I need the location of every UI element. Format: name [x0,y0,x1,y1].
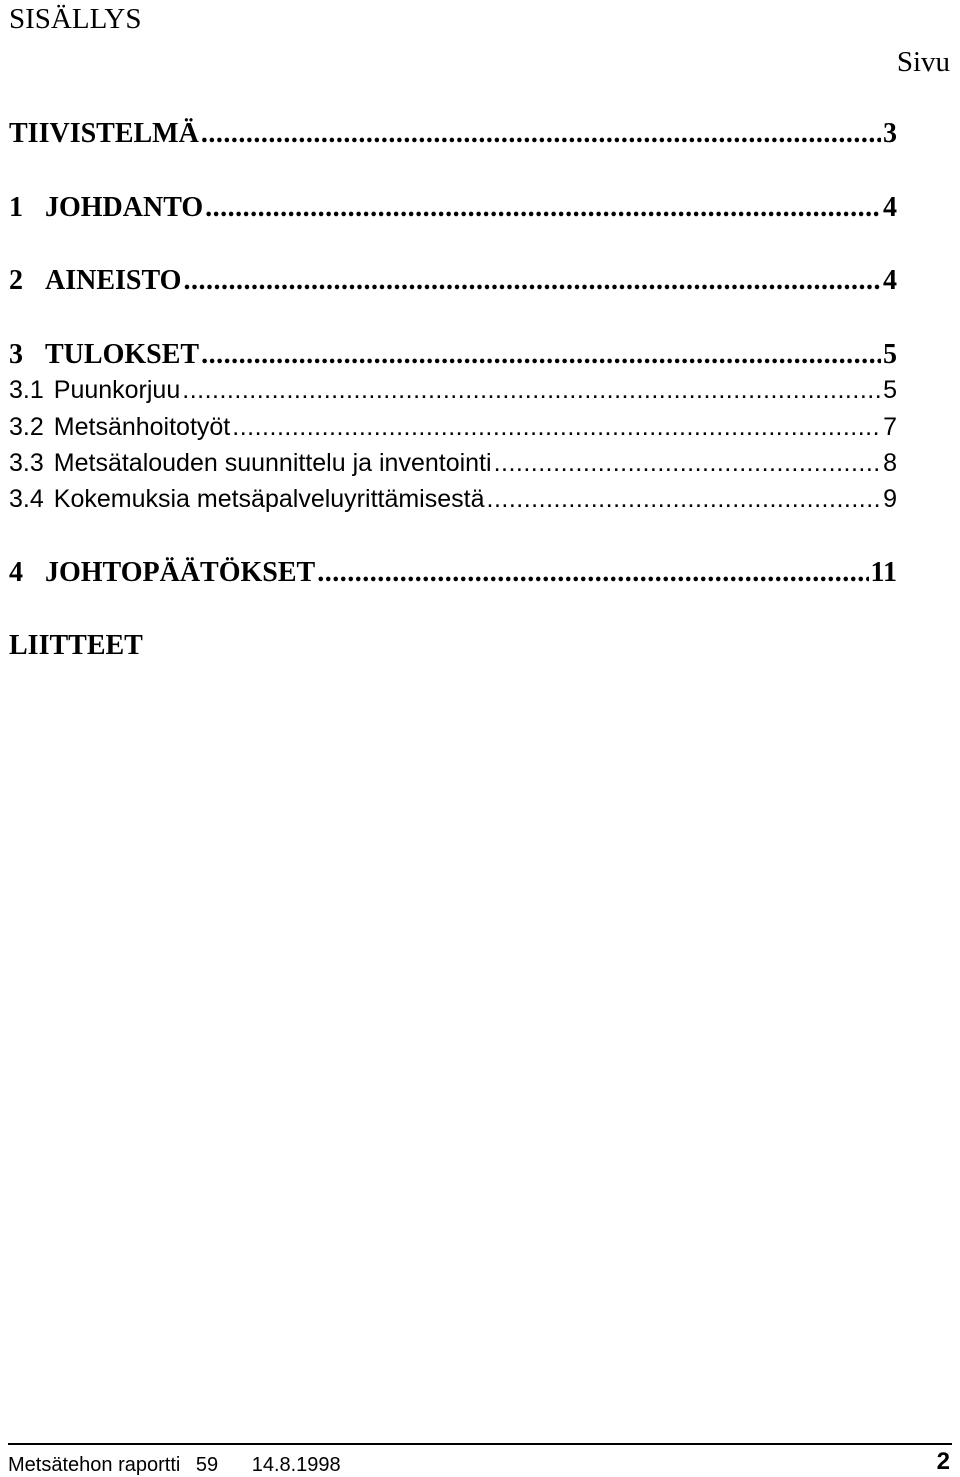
dot-leader [205,192,881,224]
toc-entry-number: 3.3 [9,449,44,477]
toc-entry-page: 9 [883,485,897,513]
toc-entry-number: 3.1 [9,376,44,404]
toc-entry-page: 3 [883,118,897,149]
dot-leader [487,485,882,514]
toc-entry-label: Metsänhoitotyöt [53,413,231,441]
toc-entry-label: AINEISTO [45,265,182,296]
toc-entry-tulokset[interactable] [9,339,897,371]
footer-report-number: 59 [195,1454,219,1476]
dot-leader [317,557,868,589]
toc-entry-number: 4 [9,557,23,588]
toc-entry-johtopaatokset[interactable] [9,557,897,589]
toc-entry-page: 5 [883,376,897,404]
dot-leader [201,118,881,150]
toc-entry-johdanto[interactable] [9,192,897,224]
toc-entry-label: Kokemuksia metsäpalveluyrittämisestä [53,485,485,513]
toc-entry-tiivistelma[interactable] [9,118,897,150]
dot-leader [494,449,882,478]
footer-info [8,1454,341,1477]
toc-entry-number: 3.4 [9,485,44,513]
footer-publication: Metsätehon raportti [8,1454,181,1476]
dot-leader [232,413,881,442]
footer-date: 14.8.1998 [251,1454,341,1476]
dot-leader [201,339,881,371]
toc-entry-label: Metsätalouden suunnittelu ja inventointi [53,449,492,477]
toc-entry-suunnittelu[interactable] [9,449,897,478]
toc-entry-number: 2 [9,265,23,296]
toc-entry-number: 1 [9,192,23,223]
toc-entry-label: Puunkorjuu [53,376,181,404]
toc-entry-puunkorjuu[interactable] [9,376,897,405]
toc-entry-page: 4 [883,265,897,296]
dot-leader [182,376,881,405]
toc-heading: SISÄLLYS [9,3,142,35]
toc-entry-page: 4 [883,192,897,223]
toc-entry-number: 3 [9,339,23,370]
toc-entry-page: 5 [883,339,897,370]
footer-divider [8,1443,952,1445]
toc-entry-page: 7 [883,413,897,441]
dot-leader [183,265,881,297]
toc-entry-label: TIIVISTELMÄ [9,118,199,149]
toc-entry-label: TULOKSET [45,339,200,370]
toc-entry-page: 8 [883,449,897,477]
toc-entry-page: 11 [870,557,897,588]
appendix-heading[interactable]: LIITTEET [9,630,143,661]
toc-entry-metsanhoitotyot[interactable] [9,413,897,442]
footer-page-number: 2 [936,1448,950,1475]
toc-entry-kokemuksia[interactable] [9,485,897,514]
toc-entry-number: 3.2 [9,413,44,441]
toc-entry-label: JOHTOPÄÄTÖKSET [45,557,316,588]
toc-entry-aineisto[interactable] [9,265,897,297]
page-column-label: Sivu [896,46,950,78]
toc-entry-label: JOHDANTO [45,192,204,223]
